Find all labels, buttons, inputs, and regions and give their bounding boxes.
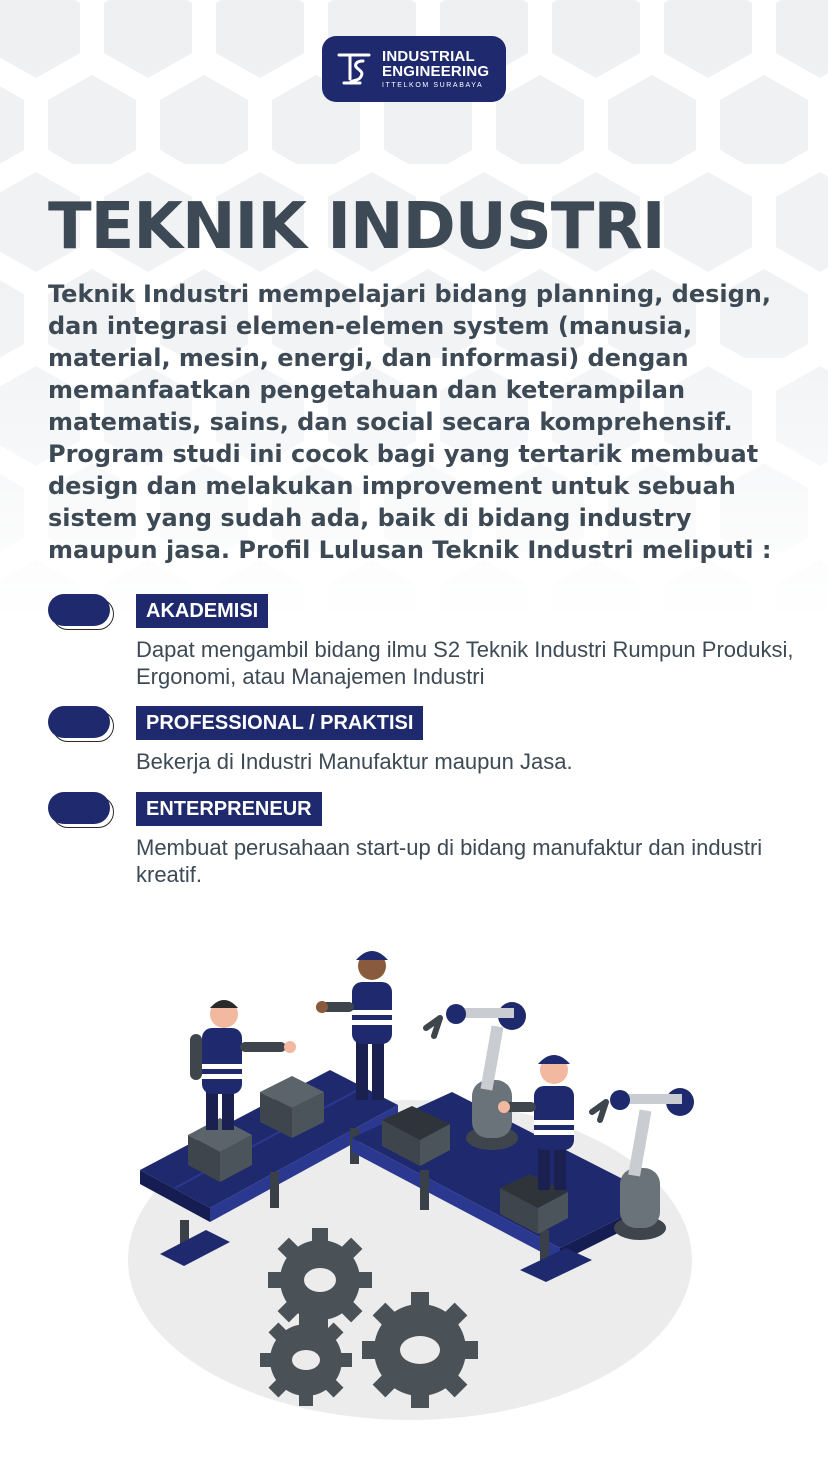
profile-description: Membuat perusahaan start-up di bidang manufaktur dan industri kreatif. xyxy=(136,835,763,887)
pill-bullet-icon xyxy=(48,594,114,630)
factory-conveyor-workers-illustration xyxy=(120,930,700,1440)
intro-paragraph: Teknik Industri mempelajari bidang planning, design, dan integrasi elemen-elemen system (manusia, material, mesin, energi, dan informasi) dengan memanfaatkan pengetahuan dan keterampilan matematis, sains, dan social secara komprehensif. Program studi ini cocok bagi yang tertarik membuat design dan melakukan improvement untuk sebuah sistem yang sudah ada, baik di bidang industry maupun jasa. Profil Lulusan Teknik Industri meliputi : xyxy=(48,280,772,564)
logo-line-engineering: ENGINEERING xyxy=(382,63,490,80)
profile-description: Bekerja di Industri Manufaktur maupun Jasa. xyxy=(136,749,573,774)
profile-label: PROFESSIONAL / PRAKTISI xyxy=(136,706,423,740)
logo-line-industrial: INDUSTRIAL xyxy=(382,48,475,65)
pill-bullet-icon xyxy=(48,792,114,828)
page-title: TEKNIK INDUSTRI xyxy=(48,190,665,264)
profile-description: Dapat mengambil bidang ilmu S2 Teknik Industri Rumpun Produksi, Ergonomi, atau Manajemen Industri xyxy=(136,637,794,689)
its-emblem-icon xyxy=(330,45,378,93)
logo-line-campus: ITTELKOM SURABAYA xyxy=(382,82,484,89)
pill-bullet-icon xyxy=(48,706,114,742)
gear-icon xyxy=(268,1228,372,1332)
brand-logo xyxy=(322,36,506,102)
profile-label: AKADEMISI xyxy=(136,594,268,628)
gear-icon xyxy=(260,1314,352,1406)
profile-label: ENTERPRENEUR xyxy=(136,792,322,826)
gear-icon xyxy=(362,1292,478,1408)
